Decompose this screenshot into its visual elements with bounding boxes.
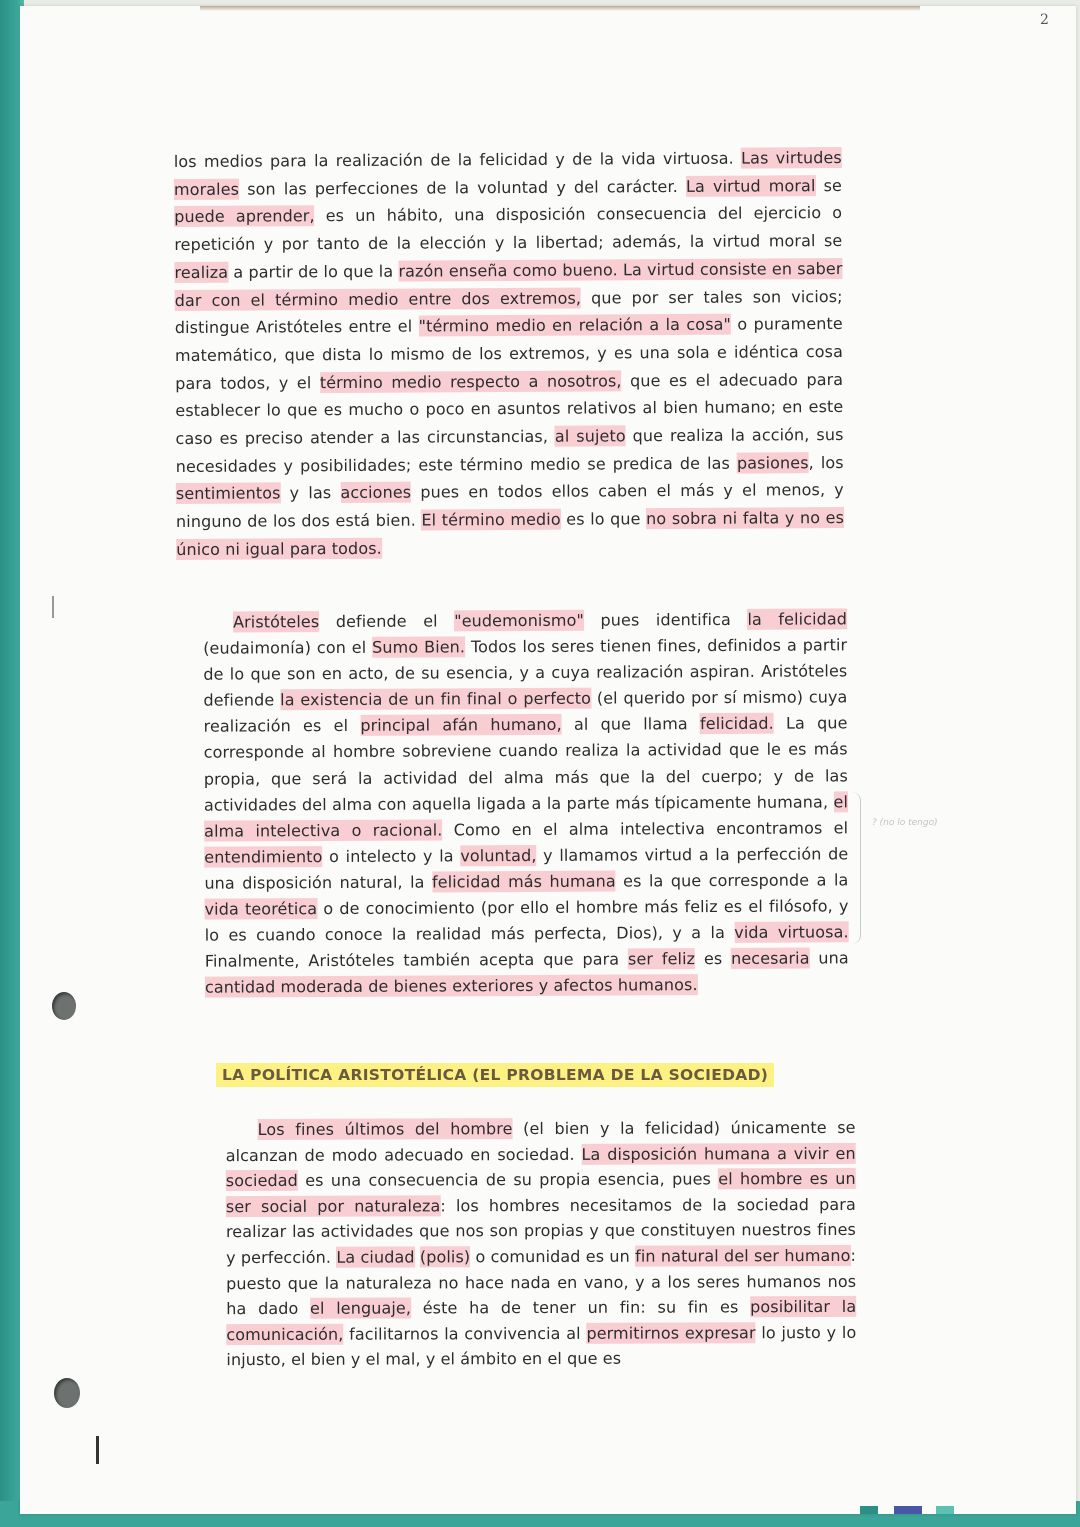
binder-tab xyxy=(936,1506,954,1514)
highlight: entendimiento xyxy=(204,846,323,867)
highlight: término medio respecto a nosotros, xyxy=(319,370,622,392)
highlight: permitirnos expresar xyxy=(586,1323,756,1343)
punch-hole-icon xyxy=(52,992,76,1020)
highlight: no sobra ni falta y no es único ni igual para todos. xyxy=(176,508,845,559)
margin-mark xyxy=(96,1436,99,1464)
highlight: "eudemonismo" xyxy=(454,610,584,631)
highlight: Las virtudes morales xyxy=(173,147,842,199)
highlight: pasiones xyxy=(736,452,809,473)
highlight: La disposición humana a vivir en sociedad xyxy=(225,1143,856,1191)
highlight: Aristóteles xyxy=(232,612,320,632)
punch-hole-icon xyxy=(54,1378,80,1408)
highlight: vida teorética xyxy=(204,899,318,919)
highlight: al sujeto xyxy=(554,426,626,446)
highlight: vida virtuosa. xyxy=(734,922,849,943)
paragraph-virtue: los medios para la realización de la felicidad y de la vida virtuosa. Las virtudes morales son las perfecciones de la voluntad y del carácter. La virtud moral se puede aprender, es un hábito, una disposición consecuencia del ejercicio o repetición y por tanto de la elección y la libertad; además, la virtud moral se realiza a partir de lo que la razón enseña como bueno. La virtud consiste en saber dar con el término medio entre dos extremos, que por ser tales son vicios; distingue Aristóteles entre el "término medio en relación a la cosa" o puramente matemático, que dista lo mismo de los extremos, y es una sola e idéntica cosa para todos, y el término medio respecto a nosotros, que es el adecuado para establecer lo que es mucho o poco en asuntos relativos al bien humano; en este caso es preciso atender a las circunstancias, al sujeto que realiza la acción, sus necesidades y posibilidades; este término medio se predica de las pasiones, los sentimientos y las acciones pues en todos ellos caben el más y el menos, y ninguno de los dos está bien. El término medio es lo que no sobra ni falta y no es único ni igual para todos. xyxy=(173,147,845,559)
binder-tabs xyxy=(860,1506,1020,1514)
margin-note: ? (no lo tengo) xyxy=(872,818,938,828)
highlight: acciones xyxy=(340,483,412,503)
page-number: 2 xyxy=(1040,12,1049,28)
highlight: Los fines últimos del hombre xyxy=(257,1119,513,1139)
highlight: la existencia de un fin final o perfecto xyxy=(280,688,592,710)
highlight: voluntad, xyxy=(460,845,537,866)
highlight: El término medio xyxy=(421,509,561,530)
paragraph-eudemonism: Aristóteles defiende el "eudemonismo" pues identifica la felicidad (eudaimonía) con el Sumo Bien. Todos los seres tienen fines, definidos a partir de lo que son en acto, de su esencia, y a cuya realización aspiran. Aristóteles defiende la existencia de un fin final o perfecto (el querido por sí mismo) cuya realización es el principal afán humano, al que llama felicidad. La que corresponde al hombre sobreviene cuando realiza la actividad que le es más propia, que será la actividad del alma más que la del cuerpo; y de las actividades del alma con aquella ligada a la parte más típicamente humana, el alma intelectiva o racional. Como en el alma intelectiva encontramos el entendimiento o intelecto y la voluntad, y llamamos virtud a la perfección de una disposición natural, la felicidad más humana es la que corresponde a la vida teorética o de conocimiento (por ello el hombre más feliz es el filósofo, y lo es cuando conoce la realidad más perfecta, Dios), y a la vida virtuosa. Finalmente, Aristóteles también acepta que para ser feliz es necesaria una cantidad moderada de bienes exteriores y afectos humanos. xyxy=(203,609,849,997)
highlight: "término medio en relación a la cosa" xyxy=(418,314,732,336)
highlight: La ciudad xyxy=(336,1247,415,1267)
highlight: La virtud moral xyxy=(685,175,816,196)
highlight: principal afán humano, xyxy=(360,715,562,736)
highlight: realiza xyxy=(174,262,229,282)
highlight: necesaria xyxy=(731,948,810,969)
highlight: ser feliz xyxy=(627,949,696,969)
highlight: cantidad moderada de bienes exteriores y afectos humanos. xyxy=(204,975,698,997)
highlight: sentimientos xyxy=(175,483,281,504)
highlight: felicidad más humana xyxy=(431,871,616,892)
highlight: felicidad. xyxy=(699,714,774,734)
highlight: razón enseña como bueno. La virtud consiste en saber dar con el término medio entre dos extremos, xyxy=(174,258,843,310)
highlight: puede aprender, xyxy=(174,206,315,227)
highlight: fin natural del ser humano xyxy=(635,1245,851,1266)
highlight: el lenguaje, xyxy=(310,1298,412,1318)
margin-mark xyxy=(52,596,54,618)
highlight: la felicidad xyxy=(747,609,848,629)
heading-highlight: LA POLÍTICA ARISTOTÉLICA (EL PROBLEMA DE LA SOCIEDAD) xyxy=(216,1063,774,1087)
highlight: posibilitar la comunicación, xyxy=(226,1297,857,1344)
highlight: (polis) xyxy=(419,1247,471,1267)
binder-tab xyxy=(860,1506,878,1514)
highlight: Sumo Bien. xyxy=(372,637,466,657)
sheet-top-edge xyxy=(200,6,920,11)
paragraph-politics: Los fines últimos del hombre (el bien y la felicidad) únicamente se alcanzan de modo adecuado en sociedad. La disposición humana a vivir en sociedad es una consecuencia de su propia esencia, pues el hombre es un ser social por naturaleza: los hombres necesitamos de la sociedad para realizar las actividades que nos son propias y que constituyen nuestros fines y perfección. La ciudad (polis) o comunidad es un fin natural del ser humano: puesto que la naturaleza no hace nada en vano, y a los seres humanos nos ha dado el lenguaje, éste ha de tener un fin: su fin es posibilitar la comunicación, facilitarnos la convivencia al permitirnos expresar lo justo y lo injusto, el bien y el mal, y el ámbito en el que es xyxy=(225,1117,857,1370)
binder-tab xyxy=(894,1506,922,1514)
section-heading xyxy=(216,1066,774,1084)
margin-bracket xyxy=(852,792,861,944)
highlight: el hombre es un ser social por naturaleza xyxy=(225,1169,856,1216)
highlight: el alma intelectiva o racional. xyxy=(204,791,849,841)
